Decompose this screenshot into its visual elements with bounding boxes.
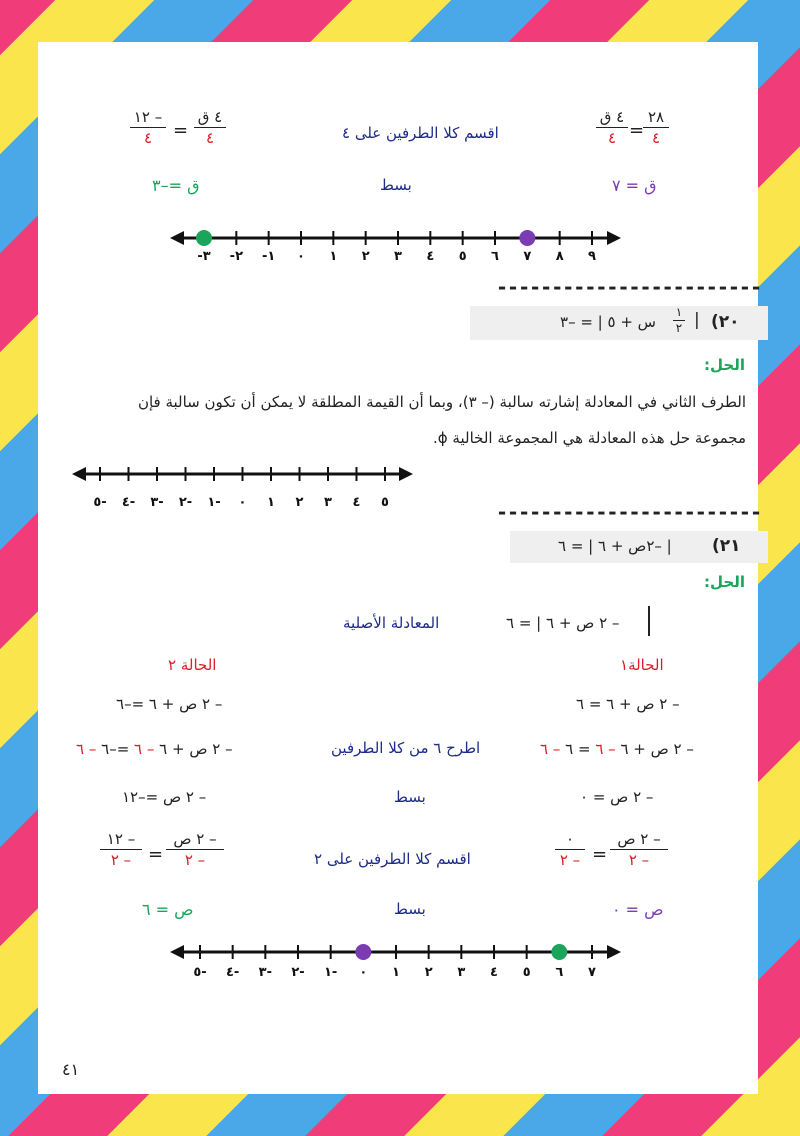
case-1-line-3: – ٢ ص = ٠	[580, 788, 654, 806]
case-2-line-2: – ٢ ص + ٦ – ٦ =–٦ – ٦	[76, 740, 233, 758]
tick-label: ٤-	[225, 965, 240, 980]
arrow-right-icon	[607, 945, 621, 959]
tick-label: ٢	[295, 495, 304, 510]
case-2-lhs-fraction	[166, 830, 224, 869]
fraction-denominator: – ٢	[559, 851, 581, 869]
equals-sign: =	[173, 120, 189, 141]
tick-label: ٥-	[193, 965, 207, 980]
fraction-denominator: ٤	[607, 129, 617, 147]
fraction-numerator: ٠	[565, 830, 575, 848]
arrow-left-icon	[170, 945, 184, 959]
fraction-numerator: – ٢ ص	[173, 830, 217, 848]
original-equation: – ٢ ص + ٦ | = ٦	[506, 614, 620, 632]
tick-label: ٦	[491, 249, 499, 264]
case-1-lhs-fraction	[610, 830, 668, 869]
case-1-rhs-fraction	[555, 830, 585, 869]
result-q-neg3: ق =–٣	[152, 176, 200, 195]
fraction-numerator: ٢٨	[647, 108, 665, 126]
number-line-q20	[70, 462, 415, 516]
equals-sign: =	[148, 844, 164, 865]
tick-label: -١	[261, 249, 276, 264]
case-1-label: الحالة١	[620, 656, 664, 674]
fraction-denominator: ٤	[143, 129, 153, 147]
tick-label: ٧	[588, 965, 596, 980]
divide-by-2-label: اقسم كلا الطرفين على ٢	[314, 850, 471, 868]
fraction-numerator: – ١٢	[106, 830, 136, 848]
original-equation-label: المعادلة الأصلية	[343, 614, 440, 632]
tick-label: ٢-	[291, 965, 305, 980]
fraction-numerator: ١	[675, 305, 683, 319]
page-paper	[38, 42, 758, 1094]
solution-point	[355, 944, 371, 960]
case-2-line-1: – ٢ ص + ٦ =–٦	[116, 695, 223, 713]
arrow-left-icon	[72, 467, 86, 481]
divide-by-4-label: اقسم كلا الطرفين على ٤	[342, 124, 499, 142]
tick-label: ١	[267, 495, 275, 510]
tick-label: ٣	[324, 495, 332, 510]
q20-paragraph-line-1: الطرف الثاني في المعادلة إشارته سالبة (– ٣)، وبما أن القيمة المطلقة لا يمكن أن تكون سالبة فإن	[137, 393, 746, 411]
tick-label: ٣	[457, 965, 466, 980]
tick-label: ٨	[555, 249, 564, 264]
q21-equation: | –٢ص + ٦ | = ٦	[558, 537, 672, 555]
fraction-denominator: – ٢	[184, 851, 206, 869]
separator-dashes: ------------------------	[496, 500, 761, 524]
fraction-denominator: ٤	[651, 129, 661, 147]
separator-dashes: ------------------------	[496, 275, 761, 299]
page-number: ٤١	[62, 1060, 80, 1079]
result-q-7: ق = ٧	[612, 176, 657, 195]
result-y-6: ص = ٦	[142, 900, 194, 919]
arrow-right-icon	[399, 467, 413, 481]
number-line-q21	[168, 938, 623, 984]
fraction-numerator: – ٢ ص	[617, 830, 661, 848]
result-y-0: ص = ٠	[612, 900, 664, 919]
tick-label: ٥	[381, 495, 389, 510]
subtract-6-label: اطرح ٦ من كلا الطرفين	[331, 739, 481, 757]
tick-label: ٤	[426, 249, 435, 264]
number-line-top	[168, 224, 623, 266]
tick-label: ١-	[207, 495, 221, 510]
tick-label: ٣-	[150, 495, 164, 510]
tick-label: ٥-	[93, 495, 107, 510]
fraction-denominator: ٢	[675, 321, 683, 335]
fraction-denominator: ٤	[205, 129, 215, 147]
fraction-numerator: – ١٢	[133, 108, 163, 126]
case-2-rhs-fraction	[100, 830, 142, 869]
tick-label: ٤	[352, 495, 361, 510]
tick-label: ٩	[588, 249, 596, 264]
abs-bar: |	[694, 310, 700, 330]
tick-label: ١	[392, 965, 400, 980]
q20-paragraph-line-2: مجموعة حل هذه المعادلة هي المجموعة الخالية ϕ.	[432, 429, 746, 447]
fraction-numerator: ٤ ق	[197, 108, 223, 126]
tick-label: ٣	[394, 249, 402, 264]
tick-label: ٠	[238, 495, 247, 510]
tick-label: ٢-	[178, 495, 193, 510]
abs-bar-right	[648, 606, 650, 636]
top-left-lhs-fraction	[194, 108, 226, 147]
top-right-lhs-fraction	[596, 108, 628, 147]
arrow-left-icon	[170, 231, 184, 245]
fraction-denominator: – ٢	[110, 851, 132, 869]
arrow-right-icon	[607, 231, 621, 245]
case-1-line-2: – ٢ ص + ٦ – ٦ = ٦ – ٦	[540, 740, 694, 758]
tick-label: -٣	[197, 249, 211, 264]
tick-label: ١-	[323, 965, 338, 980]
tick-label: ٢	[424, 965, 433, 980]
tick-label: ٧	[523, 249, 532, 264]
tick-label: ٦	[555, 965, 564, 980]
q20-solution-label: الحل:	[704, 356, 745, 374]
tick-label: ٥	[522, 965, 531, 980]
tick-label: ٥	[458, 249, 467, 264]
tick-label: ٢	[361, 249, 370, 264]
tick-label: ٠	[359, 965, 368, 980]
tick-label: ٠	[297, 249, 305, 264]
tick-label: ٤-	[121, 495, 136, 510]
tick-label: -٢	[229, 249, 244, 264]
top-left-rhs-fraction	[130, 108, 166, 147]
fraction-numerator: ٤ ق	[599, 108, 625, 126]
q21-number: ٢١)	[712, 536, 741, 556]
fraction-denominator: – ٢	[628, 851, 650, 869]
tick-label: ٣-	[258, 965, 273, 980]
solution-point	[196, 230, 212, 246]
solution-point	[519, 230, 535, 246]
simplify-label: بسط	[394, 788, 426, 806]
solution-point	[551, 944, 567, 960]
equals-sign: =	[629, 120, 645, 141]
top-right-rhs-fraction	[643, 108, 669, 147]
tick-label: ١	[329, 249, 338, 264]
q21-solution-label: الحل:	[704, 573, 745, 591]
q20-half-fraction	[673, 306, 685, 335]
q20-equation: س + ٥ | = –٣	[560, 313, 656, 331]
equals-sign: =	[592, 844, 608, 865]
simplify-label: بسط	[394, 900, 426, 918]
case-1-line-1: – ٢ ص + ٦ = ٦	[576, 695, 680, 713]
tick-label: ٤	[490, 965, 498, 980]
case-2-label: الحالة ٢	[168, 656, 217, 674]
simplify-label: بسط	[380, 176, 412, 194]
case-2-line-3: – ٢ ص =–١٢	[122, 788, 207, 806]
q20-number: ٢٠)	[711, 312, 740, 332]
